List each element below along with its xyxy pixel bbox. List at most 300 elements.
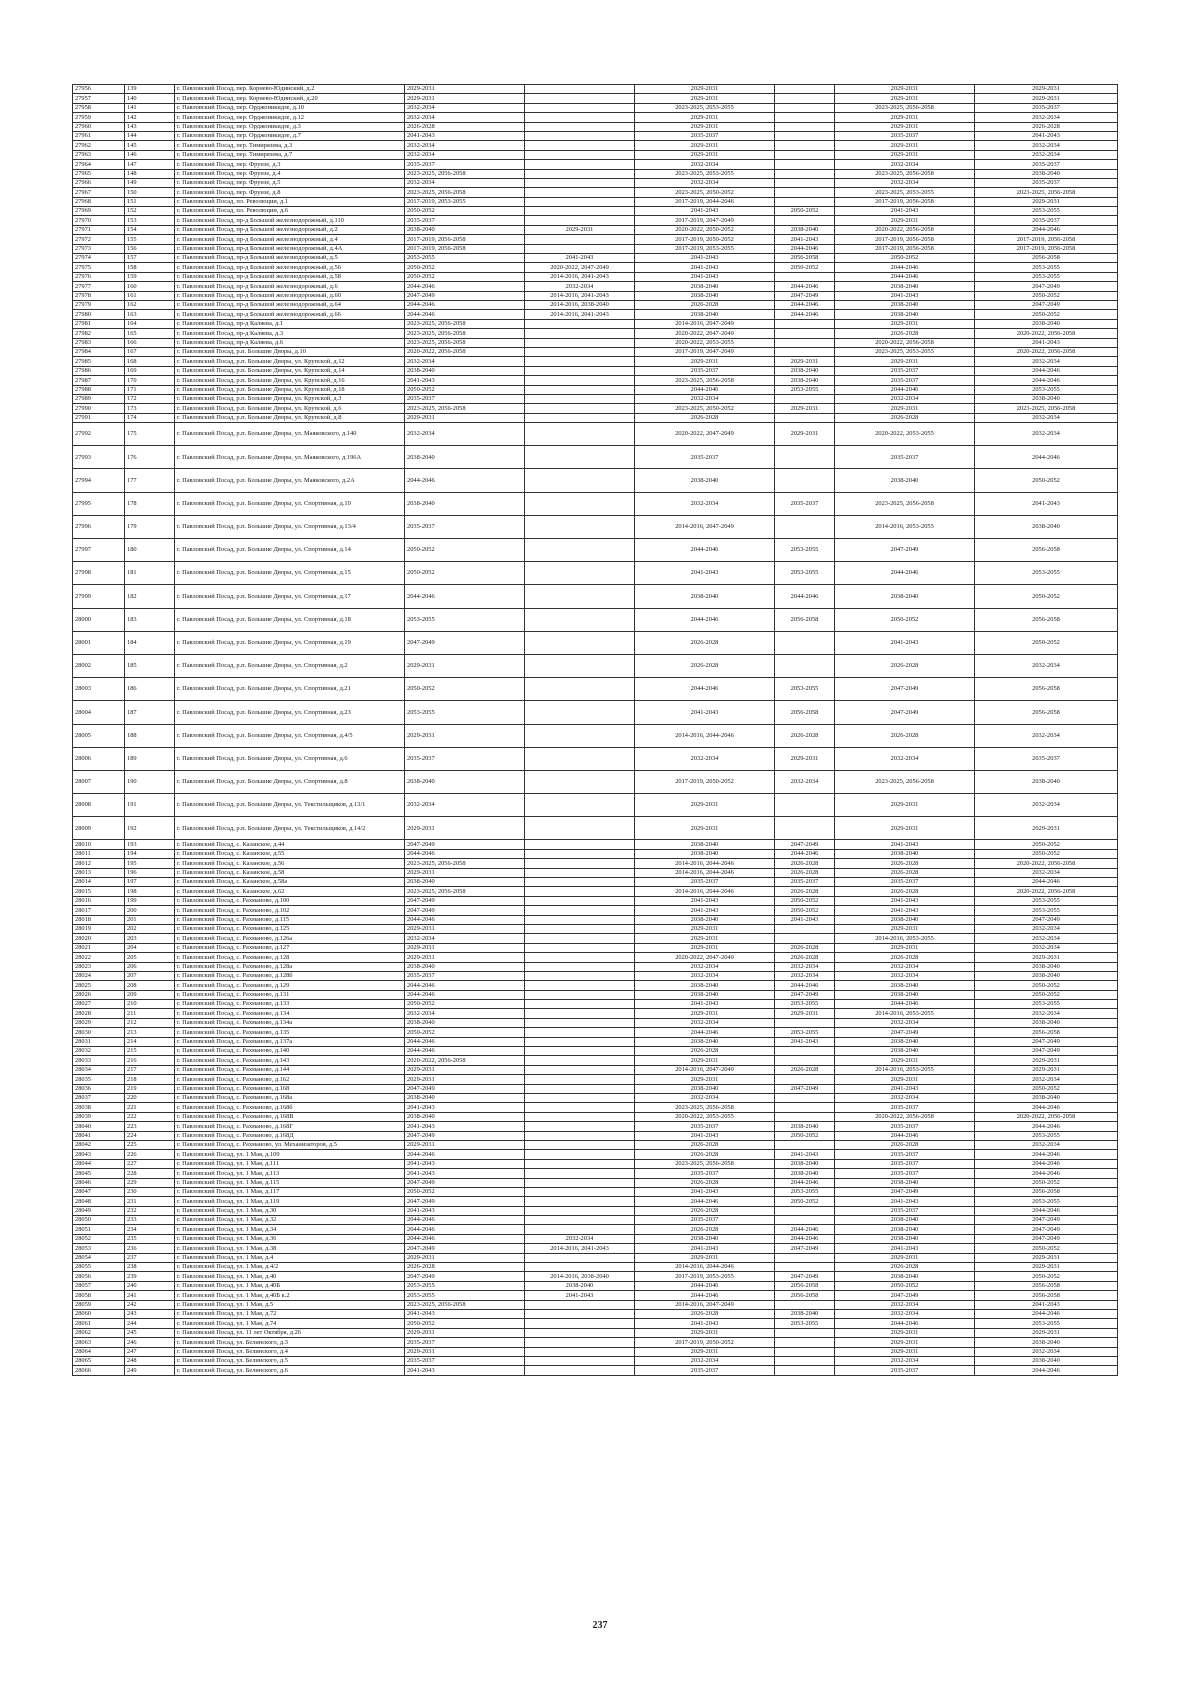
address-cell: г. Павловский Посад, р.п. Большие Дворы, ул. Текстильщиков, д.13/1 <box>175 794 405 817</box>
period-cell-4 <box>775 272 835 281</box>
address-cell: г. Павловский Посад, р.п. Большие Дворы, ул. Спортивная, д.23 <box>175 701 405 724</box>
period-cell-4: 2038-2040 <box>775 1122 835 1131</box>
period-cell-6: 2032-2034 <box>975 943 1118 952</box>
period-cell-5: 2032-2034 <box>835 1309 975 1318</box>
period-cell-4 <box>775 1338 835 1347</box>
row-id-cell: 28038 <box>73 1103 125 1112</box>
table-row <box>73 131 1118 140</box>
period-cell-1: 2029-2031 <box>405 817 525 840</box>
row-id-cell: 27999 <box>73 585 125 608</box>
address-cell: г. Павловский Посад, р.п. Большие Дворы, ул. Маяковского, д.2А <box>175 469 405 492</box>
row-id-cell: 28020 <box>73 934 125 943</box>
row-number-cell: 193 <box>125 840 175 849</box>
period-cell-5: 2029-2031 <box>835 924 975 933</box>
period-cell-6: 2053-2055 <box>975 272 1118 281</box>
period-cell-1: 2044-2046 <box>405 585 525 608</box>
table-row <box>73 896 1118 905</box>
row-number-cell: 219 <box>125 1084 175 1093</box>
table-row <box>73 1300 1118 1309</box>
period-cell-2 <box>525 103 635 112</box>
period-cell-6: 2053-2055 <box>975 1319 1118 1328</box>
period-cell-1: 2029-2031 <box>405 1140 525 1149</box>
period-cell-5: 2041-2043 <box>835 631 975 654</box>
period-cell-2 <box>525 357 635 366</box>
table-row <box>73 178 1118 187</box>
period-cell-1: 2044-2046 <box>405 310 525 319</box>
period-cell-3: 2038-2040 <box>635 469 775 492</box>
period-cell-3: 2041-2043 <box>635 1319 775 1328</box>
period-cell-5: 2026-2028 <box>835 1263 975 1272</box>
period-cell-4 <box>775 1216 835 1225</box>
address-cell: г. Павловский Посад, р.п. Большие Дворы, ул. Маяковского, д.196А <box>175 446 405 469</box>
schedule-table <box>72 84 1118 1376</box>
period-cell-6: 2032-2034 <box>975 1140 1118 1149</box>
table-row <box>73 1328 1118 1337</box>
row-number-cell: 212 <box>125 1018 175 1027</box>
address-cell: г. Павловский Посад, ул. 1 Мая, д.30 <box>175 1206 405 1215</box>
period-cell-1: 2038-2040 <box>405 1018 525 1027</box>
period-cell-4 <box>775 1206 835 1215</box>
period-cell-3: 2041-2043 <box>635 906 775 915</box>
row-number-cell: 238 <box>125 1263 175 1272</box>
table-row <box>73 724 1118 747</box>
period-cell-3: 2032-2034 <box>635 962 775 971</box>
row-id-cell: 28037 <box>73 1093 125 1102</box>
table-row <box>73 263 1118 272</box>
period-cell-3: 2020-2022, 2053-2055 <box>635 1112 775 1121</box>
row-number-cell: 178 <box>125 492 175 515</box>
period-cell-4: 2026-2028 <box>775 859 835 868</box>
table-row <box>73 385 1118 394</box>
address-cell: г. Павловский Посад, ул. 1 Мая, д.40Б к.2 <box>175 1291 405 1300</box>
period-cell-6: 2047-2049 <box>975 1234 1118 1243</box>
period-cell-5: 2041-2043 <box>835 896 975 905</box>
row-id-cell: 28057 <box>73 1281 125 1290</box>
period-cell-3: 2026-2028 <box>635 1206 775 1215</box>
table-row <box>73 141 1118 150</box>
row-number-cell: 211 <box>125 1009 175 1018</box>
table-row <box>73 840 1118 849</box>
period-cell-3: 2032-2034 <box>635 1093 775 1102</box>
row-id-cell: 27984 <box>73 347 125 356</box>
period-cell-4: 2044-2046 <box>775 1225 835 1234</box>
period-cell-4 <box>775 934 835 943</box>
period-cell-4: 2026-2028 <box>775 943 835 952</box>
period-cell-6: 2053-2055 <box>975 385 1118 394</box>
period-cell-1: 2041-2043 <box>405 131 525 140</box>
period-cell-4 <box>775 319 835 328</box>
row-number-cell: 228 <box>125 1169 175 1178</box>
period-cell-3: 2026-2028 <box>635 654 775 677</box>
address-cell: г. Павловский Посад, р.п. Большие Дворы, ул. Текстильщиков, д.14/2 <box>175 817 405 840</box>
period-cell-4: 2029-2031 <box>775 1009 835 1018</box>
row-id-cell: 28006 <box>73 747 125 770</box>
period-cell-1: 2029-2031 <box>405 85 525 94</box>
period-cell-5: 2050-2052 <box>835 608 975 631</box>
row-number-cell: 208 <box>125 981 175 990</box>
row-id-cell: 28034 <box>73 1065 125 1074</box>
period-cell-2 <box>525 1197 635 1206</box>
table-row <box>73 272 1118 281</box>
row-id-cell: 27981 <box>73 319 125 328</box>
period-cell-1: 2050-2052 <box>405 562 525 585</box>
period-cell-6: 2032-2034 <box>975 934 1118 943</box>
period-cell-4: 2050-2052 <box>775 1131 835 1140</box>
period-cell-2 <box>525 1037 635 1046</box>
row-number-cell: 165 <box>125 329 175 338</box>
period-cell-2: 2014-2016, 2038-2040 <box>525 300 635 309</box>
row-number-cell: 155 <box>125 235 175 244</box>
period-cell-5: 2038-2040 <box>835 310 975 319</box>
period-cell-2 <box>525 724 635 747</box>
period-cell-4 <box>775 446 835 469</box>
row-number-cell: 145 <box>125 141 175 150</box>
period-cell-2 <box>525 701 635 724</box>
table-row <box>73 1075 1118 1084</box>
period-cell-5: 2041-2043 <box>835 1197 975 1206</box>
row-id-cell: 28055 <box>73 1263 125 1272</box>
period-cell-6: 2047-2049 <box>975 1047 1118 1056</box>
period-cell-5: 2041-2043 <box>835 840 975 849</box>
row-number-cell: 221 <box>125 1103 175 1112</box>
period-cell-1: 2047-2049 <box>405 840 525 849</box>
period-cell-5: 2026-2028 <box>835 859 975 868</box>
row-id-cell: 27972 <box>73 235 125 244</box>
row-id-cell: 27997 <box>73 539 125 562</box>
period-cell-5: 2035-2037 <box>835 131 975 140</box>
period-cell-2 <box>525 1131 635 1140</box>
period-cell-4: 2026-2028 <box>775 1065 835 1074</box>
period-cell-3: 2014-2016, 2044-2046 <box>635 868 775 877</box>
period-cell-4: 2038-2040 <box>775 366 835 375</box>
period-cell-1: 2029-2031 <box>405 1065 525 1074</box>
period-cell-4 <box>775 103 835 112</box>
table-row <box>73 953 1118 962</box>
period-cell-1: 2032-2034 <box>405 357 525 366</box>
address-cell: г. Павловский Посад, пер. Фрунзе, д.8 <box>175 188 405 197</box>
table-row <box>73 906 1118 915</box>
table-row <box>73 244 1118 253</box>
row-number-cell: 174 <box>125 413 175 422</box>
period-cell-2 <box>525 235 635 244</box>
address-cell: г. Павловский Посад, р.п. Большие Дворы, ул. Крупской, д.8 <box>175 413 405 422</box>
period-cell-1: 2050-2052 <box>405 207 525 216</box>
table-row <box>73 990 1118 999</box>
address-cell: г. Павловский Посад, с. Рахманово, д.168 <box>175 1084 405 1093</box>
address-cell: г. Павловский Посад, ул. 1 Мая, д.115 <box>175 1178 405 1187</box>
period-cell-4: 2050-2052 <box>775 896 835 905</box>
period-cell-1: 2047-2049 <box>405 1197 525 1206</box>
row-id-cell: 27958 <box>73 103 125 112</box>
address-cell: г. Павловский Посад, ул. 1 Мая, д.117 <box>175 1187 405 1196</box>
period-cell-2 <box>525 197 635 206</box>
period-cell-6: 2050-2052 <box>975 990 1118 999</box>
period-cell-6: 2032-2034 <box>975 413 1118 422</box>
address-cell: г. Павловский Посад, ул. Белинского, д.6 <box>175 1366 405 1375</box>
period-cell-4: 2026-2028 <box>775 953 835 962</box>
row-number-cell: 188 <box>125 724 175 747</box>
period-cell-3: 2044-2046 <box>635 1028 775 1037</box>
table-row <box>73 469 1118 492</box>
row-number-cell: 227 <box>125 1159 175 1168</box>
period-cell-5: 2029-2031 <box>835 85 975 94</box>
period-cell-2 <box>525 492 635 515</box>
period-cell-2 <box>525 878 635 887</box>
period-cell-3: 2044-2046 <box>635 608 775 631</box>
period-cell-3: 2038-2040 <box>635 1084 775 1093</box>
address-cell: г. Павловский Посад, пр-д Большой железнодорожный, д.56 <box>175 263 405 272</box>
row-number-cell: 150 <box>125 188 175 197</box>
period-cell-5: 2047-2049 <box>835 1028 975 1037</box>
row-number-cell: 172 <box>125 394 175 403</box>
period-cell-6: 2041-2043 <box>975 1300 1118 1309</box>
period-cell-3: 2041-2043 <box>635 272 775 281</box>
period-cell-4 <box>775 347 835 356</box>
row-id-cell: 27966 <box>73 178 125 187</box>
period-cell-6: 2056-2058 <box>975 701 1118 724</box>
period-cell-1: 2023-2025, 2056-2058 <box>405 859 525 868</box>
row-number-cell: 201 <box>125 915 175 924</box>
period-cell-2 <box>525 178 635 187</box>
row-number-cell: 181 <box>125 562 175 585</box>
table-row <box>73 1018 1118 1027</box>
row-id-cell: 28033 <box>73 1056 125 1065</box>
period-cell-5: 2029-2031 <box>835 1328 975 1337</box>
period-cell-5: 2047-2049 <box>835 1291 975 1300</box>
period-cell-3: 2017-2019, 2044-2046 <box>635 197 775 206</box>
row-id-cell: 28042 <box>73 1140 125 1149</box>
row-number-cell: 236 <box>125 1244 175 1253</box>
period-cell-2: 2029-2031 <box>525 225 635 234</box>
period-cell-1: 2041-2043 <box>405 1169 525 1178</box>
period-cell-1: 2038-2040 <box>405 492 525 515</box>
period-cell-1: 2038-2040 <box>405 962 525 971</box>
period-cell-1: 2032-2034 <box>405 113 525 122</box>
period-cell-3: 2026-2028 <box>635 1225 775 1234</box>
period-cell-6: 2032-2034 <box>975 1009 1118 1018</box>
period-cell-3: 2014-2016, 2044-2046 <box>635 724 775 747</box>
table-row <box>73 423 1118 446</box>
table-row <box>73 1356 1118 1365</box>
period-cell-4: 2050-2052 <box>775 207 835 216</box>
period-cell-5: 2041-2043 <box>835 1244 975 1253</box>
period-cell-4 <box>775 469 835 492</box>
period-cell-4 <box>775 794 835 817</box>
period-cell-6: 2038-2040 <box>975 169 1118 178</box>
period-cell-2 <box>525 1253 635 1262</box>
row-number-cell: 248 <box>125 1356 175 1365</box>
address-cell: г. Павловский Посад, с. Рахманово, д.134 <box>175 1009 405 1018</box>
period-cell-2 <box>525 678 635 701</box>
period-cell-1: 2035-2037 <box>405 971 525 980</box>
row-number-cell: 204 <box>125 943 175 952</box>
row-number-cell: 209 <box>125 990 175 999</box>
period-cell-5: 2032-2034 <box>835 394 975 403</box>
period-cell-3: 2026-2028 <box>635 1150 775 1159</box>
table-row <box>73 1131 1118 1140</box>
row-number-cell: 161 <box>125 291 175 300</box>
table-row <box>73 1140 1118 1149</box>
row-id-cell: 28036 <box>73 1084 125 1093</box>
period-cell-5: 2038-2040 <box>835 1178 975 1187</box>
period-cell-3: 2032-2034 <box>635 1018 775 1027</box>
address-cell: г. Павловский Посад, пр-д Большой железнодорожный, д.60 <box>175 291 405 300</box>
address-cell: г. Павловский Посад, р.п. Большие Дворы, ул. Спортивная, д.15 <box>175 562 405 585</box>
period-cell-6: 2050-2052 <box>975 849 1118 858</box>
period-cell-1: 2047-2049 <box>405 291 525 300</box>
period-cell-4 <box>775 113 835 122</box>
period-cell-6: 2032-2034 <box>975 1347 1118 1356</box>
period-cell-2: 2032-2034 <box>525 282 635 291</box>
period-cell-6: 2038-2040 <box>975 1093 1118 1102</box>
row-id-cell: 28039 <box>73 1112 125 1121</box>
row-number-cell: 216 <box>125 1056 175 1065</box>
period-cell-1: 2035-2037 <box>405 160 525 169</box>
period-cell-2 <box>525 1356 635 1365</box>
period-cell-1: 2032-2034 <box>405 423 525 446</box>
period-cell-5: 2038-2040 <box>835 981 975 990</box>
period-cell-2 <box>525 953 635 962</box>
period-cell-1: 2044-2046 <box>405 1047 525 1056</box>
period-cell-2 <box>525 1338 635 1347</box>
row-id-cell: 28035 <box>73 1075 125 1084</box>
row-number-cell: 159 <box>125 272 175 281</box>
period-cell-5: 2035-2037 <box>835 446 975 469</box>
period-cell-3: 2020-2022, 2047-2049 <box>635 953 775 962</box>
period-cell-4 <box>775 1093 835 1102</box>
row-id-cell: 28019 <box>73 924 125 933</box>
address-cell: г. Павловский Посад, ул. 1 Мая, д.32 <box>175 1216 405 1225</box>
row-id-cell: 28023 <box>73 962 125 971</box>
period-cell-1: 2032-2034 <box>405 178 525 187</box>
period-cell-5: 2038-2040 <box>835 1272 975 1281</box>
address-cell: г. Павловский Посад, ул. 1 Мая, д.34 <box>175 1225 405 1234</box>
row-id-cell: 27974 <box>73 254 125 263</box>
address-cell: г. Павловский Посад, пр-д Большой железнодорожный, д.5 <box>175 254 405 263</box>
period-cell-3: 2041-2043 <box>635 254 775 263</box>
period-cell-4 <box>775 216 835 225</box>
period-cell-5: 2032-2034 <box>835 1300 975 1309</box>
row-number-cell: 175 <box>125 423 175 446</box>
period-cell-6: 2056-2058 <box>975 539 1118 562</box>
row-id-cell: 27993 <box>73 446 125 469</box>
row-id-cell: 28021 <box>73 943 125 952</box>
period-cell-5: 2014-2016, 2053-2055 <box>835 515 975 538</box>
row-number-cell: 224 <box>125 1131 175 1140</box>
row-id-cell: 27977 <box>73 282 125 291</box>
period-cell-4: 2056-2058 <box>775 1291 835 1300</box>
period-cell-5: 2038-2040 <box>835 1047 975 1056</box>
period-cell-4: 2053-2055 <box>775 1319 835 1328</box>
period-cell-2 <box>525 150 635 159</box>
period-cell-1: 2041-2043 <box>405 1366 525 1375</box>
period-cell-3: 2026-2028 <box>635 413 775 422</box>
row-id-cell: 27988 <box>73 385 125 394</box>
address-cell: г. Павловский Посад, ул. 1 Мая, д.113 <box>175 1169 405 1178</box>
period-cell-6: 2044-2046 <box>975 1122 1118 1131</box>
period-cell-4: 2056-2058 <box>775 701 835 724</box>
period-cell-1: 2029-2031 <box>405 868 525 877</box>
address-cell: г. Павловский Посад, с. Рахманово, д.115 <box>175 915 405 924</box>
row-id-cell: 28043 <box>73 1150 125 1159</box>
row-number-cell: 189 <box>125 747 175 770</box>
period-cell-1: 2041-2043 <box>405 1103 525 1112</box>
period-cell-1: 2050-2052 <box>405 1000 525 1009</box>
row-id-cell: 28063 <box>73 1338 125 1347</box>
period-cell-3: 2035-2037 <box>635 366 775 375</box>
table-row <box>73 943 1118 952</box>
table-row <box>73 539 1118 562</box>
period-cell-1: 2023-2025, 2056-2058 <box>405 887 525 896</box>
period-cell-5: 2020-2022, 2053-2055 <box>835 423 975 446</box>
address-cell: г. Павловский Посад, с. Рахманово, д.125 <box>175 924 405 933</box>
period-cell-5: 2023-2025, 2056-2058 <box>835 770 975 793</box>
period-cell-1: 2053-2055 <box>405 1291 525 1300</box>
period-cell-5: 2029-2031 <box>835 1253 975 1262</box>
address-cell: г. Павловский Посад, с. Рахманово, д.133 <box>175 1000 405 1009</box>
period-cell-3: 2026-2028 <box>635 1047 775 1056</box>
period-cell-3: 2038-2040 <box>635 282 775 291</box>
row-number-cell: 141 <box>125 103 175 112</box>
period-cell-6: 2047-2049 <box>975 282 1118 291</box>
table-row <box>73 207 1118 216</box>
row-id-cell: 28026 <box>73 990 125 999</box>
row-number-cell: 154 <box>125 225 175 234</box>
period-cell-3: 2029-2031 <box>635 1009 775 1018</box>
period-cell-1: 2041-2043 <box>405 1159 525 1168</box>
period-cell-4 <box>775 1018 835 1027</box>
period-cell-6: 2044-2046 <box>975 376 1118 385</box>
row-id-cell: 28022 <box>73 953 125 962</box>
period-cell-4 <box>775 131 835 140</box>
period-cell-2 <box>525 1018 635 1027</box>
row-id-cell: 28025 <box>73 981 125 990</box>
period-cell-6: 2053-2055 <box>975 1131 1118 1140</box>
period-cell-2: 2014-2016, 2038-2040 <box>525 1272 635 1281</box>
period-cell-4 <box>775 817 835 840</box>
period-cell-2: 2041-2043 <box>525 1291 635 1300</box>
address-cell: г. Павловский Посад, ул. 1 Мая, д.38 <box>175 1244 405 1253</box>
period-cell-5: 2023-2025, 2056-2058 <box>835 103 975 112</box>
period-cell-4: 2026-2028 <box>775 724 835 747</box>
period-cell-6: 2041-2043 <box>975 131 1118 140</box>
period-cell-3: 2038-2040 <box>635 849 775 858</box>
period-cell-4: 2029-2031 <box>775 404 835 413</box>
row-number-cell: 234 <box>125 1225 175 1234</box>
table-row <box>73 878 1118 887</box>
period-cell-4: 2044-2046 <box>775 849 835 858</box>
period-cell-6: 2047-2049 <box>975 1037 1118 1046</box>
table-row <box>73 1122 1118 1131</box>
period-cell-4: 2056-2058 <box>775 254 835 263</box>
row-number-cell: 163 <box>125 310 175 319</box>
period-cell-4: 2038-2040 <box>775 225 835 234</box>
period-cell-2 <box>525 747 635 770</box>
table-row <box>73 413 1118 422</box>
period-cell-6: 2023-2025, 2056-2058 <box>975 188 1118 197</box>
period-cell-5: 2044-2046 <box>835 263 975 272</box>
period-cell-6: 2053-2055 <box>975 263 1118 272</box>
row-number-cell: 241 <box>125 1291 175 1300</box>
period-cell-1: 2023-2025, 2056-2058 <box>405 1300 525 1309</box>
period-cell-5: 2032-2034 <box>835 178 975 187</box>
period-cell-5: 2026-2028 <box>835 1140 975 1149</box>
row-number-cell: 180 <box>125 539 175 562</box>
period-cell-3: 2014-2016, 2044-2046 <box>635 859 775 868</box>
period-cell-1: 2029-2031 <box>405 654 525 677</box>
row-number-cell: 164 <box>125 319 175 328</box>
period-cell-2 <box>525 990 635 999</box>
